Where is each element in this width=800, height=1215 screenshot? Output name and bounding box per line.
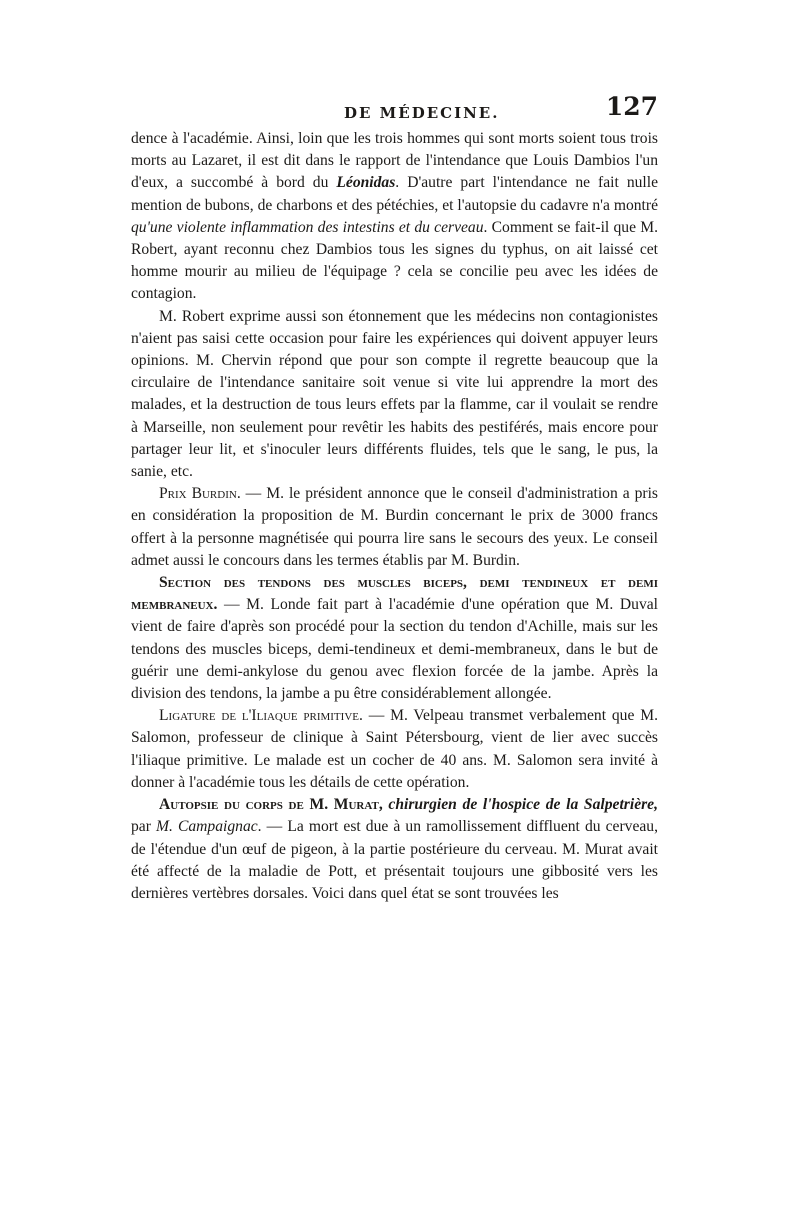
paragraph-robert <box>131 306 658 484</box>
paragraph-text: M. Robert exprime aussi son étonnement que les médecins non contagionistes n'aient pas saisi cette occasion pour faire les expériences qui doivent appuyer leurs opinions. M. Chervin répond que pour son compte il regrette beaucoup que la circulaire de l'intendance sanitaire soit venue si vite lui apprendre la mort des malades, et la destruction de tous leurs effets par la flamme, car il voulait se rendre à Marseille, non seulement pour revêtir les habits des pestiférés, mais encore pour partager leur lit, et s'inoculer leurs différents fluides, tels que le sang, le pus, la sanie, etc. <box>131 307 658 481</box>
page-number: 127 <box>605 92 658 121</box>
paragraph-continuation <box>131 128 658 306</box>
autopsy-quote: qu'une violente inflammation des intestins et du cerveau <box>131 218 484 236</box>
ship-name: Léonidas <box>336 174 396 192</box>
paragraph-section-tendons <box>131 572 658 705</box>
page-header <box>130 88 660 128</box>
section-heading: Prix Burdin. <box>159 485 241 503</box>
paragraph-text: — M. Londe fait part à l'académie d'une opération que M. Duval vient de faire d'après son procédé pour la section du tendon d'Achille, mais sur les tendons des muscles biceps, demi-tendineux et demi-membraneux, dans le but de guérir une demi-ankylose du genou avec flexion forcée de la jambe. Après la division des tendons, la jambe a pu être considérablement allongée. <box>131 596 658 703</box>
paragraph-text: par <box>131 818 156 836</box>
paragraph-text: . Comment se fait-il que M. Robert, ayant reconnu chez Dambios tous les signes du typhus, on ait laissé cet homme mourir au milieu de l'équipage ? cela se concilie peu avec les idées de contagion. <box>131 218 658 303</box>
paragraph-prix-burdin <box>131 483 658 572</box>
running-head: DE MÉDECINE. <box>344 104 500 122</box>
paragraph-text: . D'autre part l'intendance ne fait nulle mention de bubons, de charbons et des pétéchies, et l'autopsie du cadavre n'a montré <box>131 174 658 214</box>
section-heading: Section des tendons des muscles biceps, demi tendineux et demi membraneux. <box>131 574 658 614</box>
author-name: M. Campaignac <box>156 818 258 836</box>
body-text <box>131 128 658 905</box>
paragraph-autopsie <box>131 794 658 905</box>
section-heading: Autopsie du corps de M. Murat, <box>159 796 383 814</box>
section-heading: Ligature de l'Iliaque primitive. <box>159 707 363 725</box>
paragraph-text: — M. Velpeau transmet verbalement que M. Salomon, professeur de clinique à Saint Pétersbourg, vient de lier avec succès l'iliaque primitive. Le malade est un cocher de 40 ans. M. Salomon sera invité à donner à l'académie tous les détails de cette opération. <box>131 707 658 791</box>
paragraph-text: . — La mort est due à un ramollissement diffluent du cerveau, de l'étendue d'un œuf de pigeon, à la partie postérieure du cerveau. M. Murat avait été affecté de la maladie de Pott, et présentait toujours une gibbosité vers les dernières vertèbres dorsales. Voici dans quel état se sont trouvées les <box>131 818 658 902</box>
paragraph-text: dence à l'académie. Ainsi, loin que les trois hommes qui sont morts soient tous trois morts au Lazaret, il est dit dans le rapport de l'intendance que Louis Dambios l'un d'eux, a succombé à bord du <box>131 130 658 192</box>
section-subtitle: chirurgien de l'hospice de la Salpetrière, <box>382 796 658 814</box>
paragraph-text: — M. le président annonce que le conseil d'administration a pris en considération la proposition de M. Burdin concernant le prix de 3000 francs offert à la personne magnétisée qui pourra lire sans le secours des yeux. Le conseil admet aussi le concours dans les termes établis par M. Burdin. <box>131 485 658 569</box>
paragraph-ligature <box>131 705 658 794</box>
